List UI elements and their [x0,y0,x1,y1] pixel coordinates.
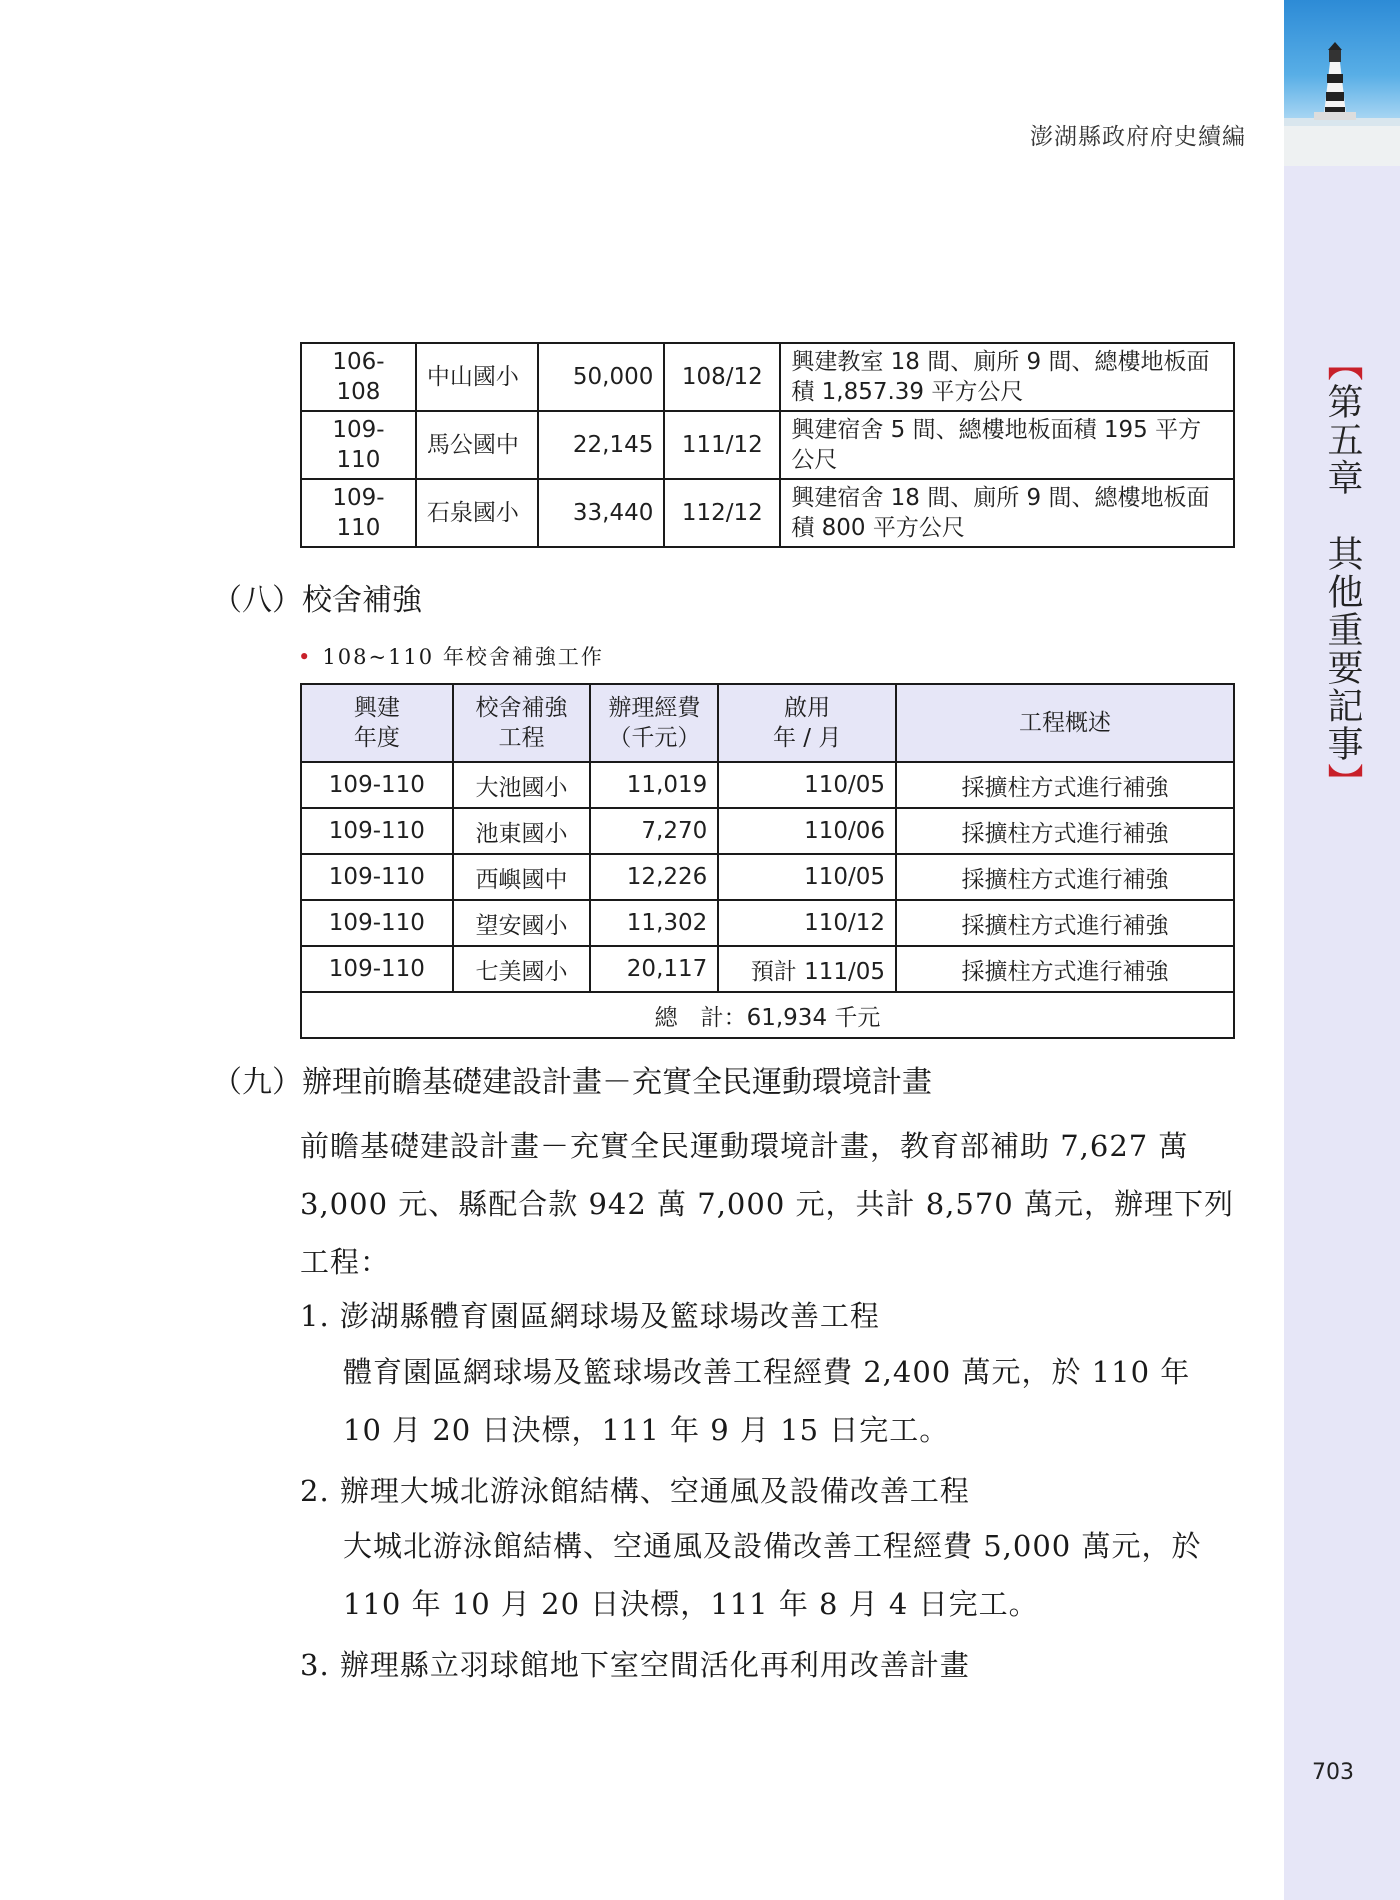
table-cell-date: 110/06 [718,808,896,854]
header-cell-date: 啟用 年 / 月 [718,684,896,762]
section-9-intro: 前瞻基礎建設計畫－充實全民運動環境計畫，教育部補助 7,627 萬 3,000 元、縣配合款 942 萬 7,000 元，共計 8,570 萬元，辦理下列工程： [300,1129,1234,1279]
table-caption-text: 108~110 年校舍補強工作 [322,645,604,669]
chapter-bracket-close: 】 [1322,763,1363,801]
table-cell-date: 110/12 [718,900,896,946]
list-item-title: 1. 澎湖縣體育園區網球場及籃球場改善工程 [300,1299,880,1333]
chapter-title [1314,345,1370,801]
list-item-title: 3. 辦理縣立羽球館地下室空間活化再利用改善計畫 [300,1648,970,1682]
table-cell-school: 大池國小 [453,762,591,808]
table-row [301,946,1234,992]
chapter-bracket-open: 【 [1322,345,1363,383]
section-9-heading: （九）辦理前瞻基礎建設計畫－充實全民運動環境計畫 [212,1065,932,1100]
table-total-row [301,992,1234,1038]
table-cell-description: 興建宿舍 5 間、總樓地板面積 195 平方公尺 [780,411,1234,479]
table-cell-school: 望安國小 [453,900,591,946]
page-number: 703 [1312,1760,1354,1785]
list-item-title: 2. 辦理大城北游泳館結構、空通風及設備改善工程 [300,1474,970,1508]
table-cell-school: 中山國小 [416,343,538,411]
table-cell-years: 109-110 [301,411,416,479]
table-cell-description: 採擴柱方式進行補強 [896,808,1234,854]
table-cell-amount: 11,019 [590,762,718,808]
table-cell-description: 興建宿舍 18 間、廁所 9 間、總樓地板面積 800 平方公尺 [780,479,1234,547]
header-cell-description: 工程概述 [896,684,1234,762]
table-cell-school: 池東國小 [453,808,591,854]
reinforcement-table-header [301,684,1234,762]
table-row [301,411,1234,479]
table-cell-school: 西嶼國中 [453,854,591,900]
lighthouse-icon [1284,0,1400,166]
table-cell-description: 採擴柱方式進行補強 [896,946,1234,992]
table-cell-date: 110/05 [718,762,896,808]
table-cell-years: 109-110 [301,854,453,900]
table-cell-amount: 7,270 [590,808,718,854]
reinforcement-table [300,683,1235,1039]
table-cell-years: 109-110 [301,808,453,854]
chapter-side-bar [1284,0,1400,1900]
header-cell-amount: 辦理經費 （千元） [590,684,718,762]
table-cell-amount: 22,145 [538,411,665,479]
table-cell-years: 109-110 [301,900,453,946]
list-item-body: 大城北游泳館結構、空通風及設備改善工程經費 5,000 萬元，於 110 年 10 月 20 日決標，111 年 8 月 4 日完工。 [343,1529,1202,1621]
table-cell-years: 109-110 [301,479,416,547]
table-row [301,808,1234,854]
header-cell-years: 興建 年度 [301,684,453,762]
table-cell-description: 採擴柱方式進行補強 [896,762,1234,808]
table-cell-date: 112/12 [664,479,780,547]
table-cell-description: 興建教室 18 間、廁所 9 間、總樓地板面積 1,857.39 平方公尺 [780,343,1234,411]
table-cell-years: 109-110 [301,762,453,808]
construction-table-continued [300,342,1235,548]
table-cell-amount: 12,226 [590,854,718,900]
table-cell-years: 106-108 [301,343,416,411]
construction-table-body [301,343,1234,547]
table-cell-school: 七美國小 [453,946,591,992]
lighthouse-photo [1284,0,1400,166]
chapter-title-text: 第五章 其他重要記事 [1322,383,1363,763]
table-cell-amount: 50,000 [538,343,665,411]
table-cell-date: 預計 111/05 [718,946,896,992]
table-cell-date: 111/12 [664,411,780,479]
table-row [301,854,1234,900]
table-cell-amount: 20,117 [590,946,718,992]
running-header: 澎湖縣政府府史續編 [1030,124,1246,150]
table-cell-description: 採擴柱方式進行補強 [896,854,1234,900]
table-total: 總 計：61,934 千元 [301,992,1234,1038]
reinforcement-table-body [301,762,1234,1038]
table-cell-date: 110/05 [718,854,896,900]
table-cell-years: 109-110 [301,946,453,992]
table-cell-amount: 11,302 [590,900,718,946]
table-cell-description: 採擴柱方式進行補強 [896,900,1234,946]
bullet-dot-icon: • [298,645,313,669]
header-cell-school: 校舍補強 工程 [453,684,591,762]
table-row [301,900,1234,946]
table-cell-school: 馬公國中 [416,411,538,479]
table-row [301,343,1234,411]
table-cell-amount: 33,440 [538,479,665,547]
section-8-heading: （八）校舍補強 [212,583,422,618]
table-row [301,762,1234,808]
table-row [301,479,1234,547]
list-item-body: 體育園區網球場及籃球場改善工程經費 2,400 萬元，於 110 年 10 月 20 日決標，111 年 9 月 15 日完工。 [343,1355,1191,1447]
table-caption [298,641,604,671]
table-header-row [301,684,1234,762]
table-cell-date: 108/12 [664,343,780,411]
table-cell-school: 石泉國小 [416,479,538,547]
